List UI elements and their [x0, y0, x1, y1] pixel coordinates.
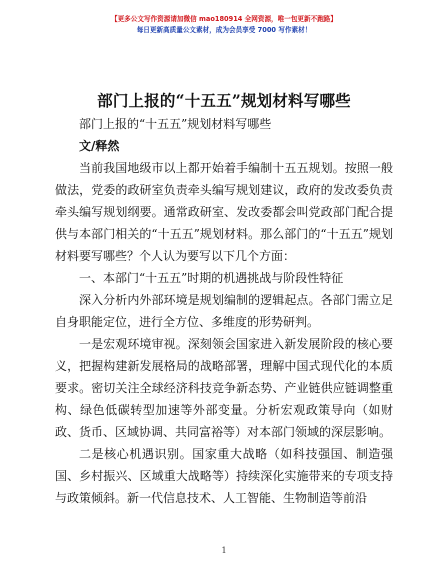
- promo-banner: [0, 14, 448, 36]
- document-subtitle: 部门上报的“十五五”规划材料写哪些: [79, 117, 272, 131]
- promo-banner-line-1: 【更多公文写作资源请加微信 mao180914 全网资源，唯一包更新不跑路】: [111, 15, 337, 23]
- document-title: 部门上报的“十五五”规划材料写哪些: [97, 91, 351, 110]
- section-heading: 一、本部门“十五五”时期的机遇挑战与阶段性特征: [79, 271, 344, 285]
- page-number: 1: [221, 546, 227, 555]
- document-body: [55, 113, 393, 509]
- paragraph: 当前我国地级市以上都开始着手编制十五五规划。按照一般做法，党委的政研室负责牵头编写规划建议，政府的发改委负责牵头编写规划纲要。通常政研室、发改委都会叫党政部门配合提供与本部门相关的“十五五”规划材料。那么部门的“十五五”规划材料要写哪些？个人认为要写以下几个方面：: [55, 161, 393, 263]
- author-line: 文/释然: [79, 139, 120, 153]
- paragraph: 深入分析内外部环境是规划编制的逻辑起点。各部门需立足自身职能定位，进行全方位、多维度的形势研判。: [55, 293, 393, 329]
- promo-banner-line-2: 每日更新高质量公文素材，成为会员享受 7000 写作素材！: [136, 26, 312, 34]
- paragraph: 一是宏观环境审视。深刻领会国家进入新发展阶段的核心要义，把握构建新发展格局的战略部署，理解中国式现代化的本质要求。密切关注全球经济科技竞争新态势、产业链供应链调整重构、绿色低碳转型加速等外部变量。分析宏观政策导向（如财政、货币、区域协调、共同富裕等）对本部门领域的深层影响。: [55, 337, 393, 439]
- paragraph: 二是核心机遇识别。国家重大战略（如科技强国、制造强国、乡村振兴、区域重大战略等）持续深化实施带来的专项支持与政策倾斜。新一代信息技术、人工智能、生物制造等前沿: [55, 447, 393, 505]
